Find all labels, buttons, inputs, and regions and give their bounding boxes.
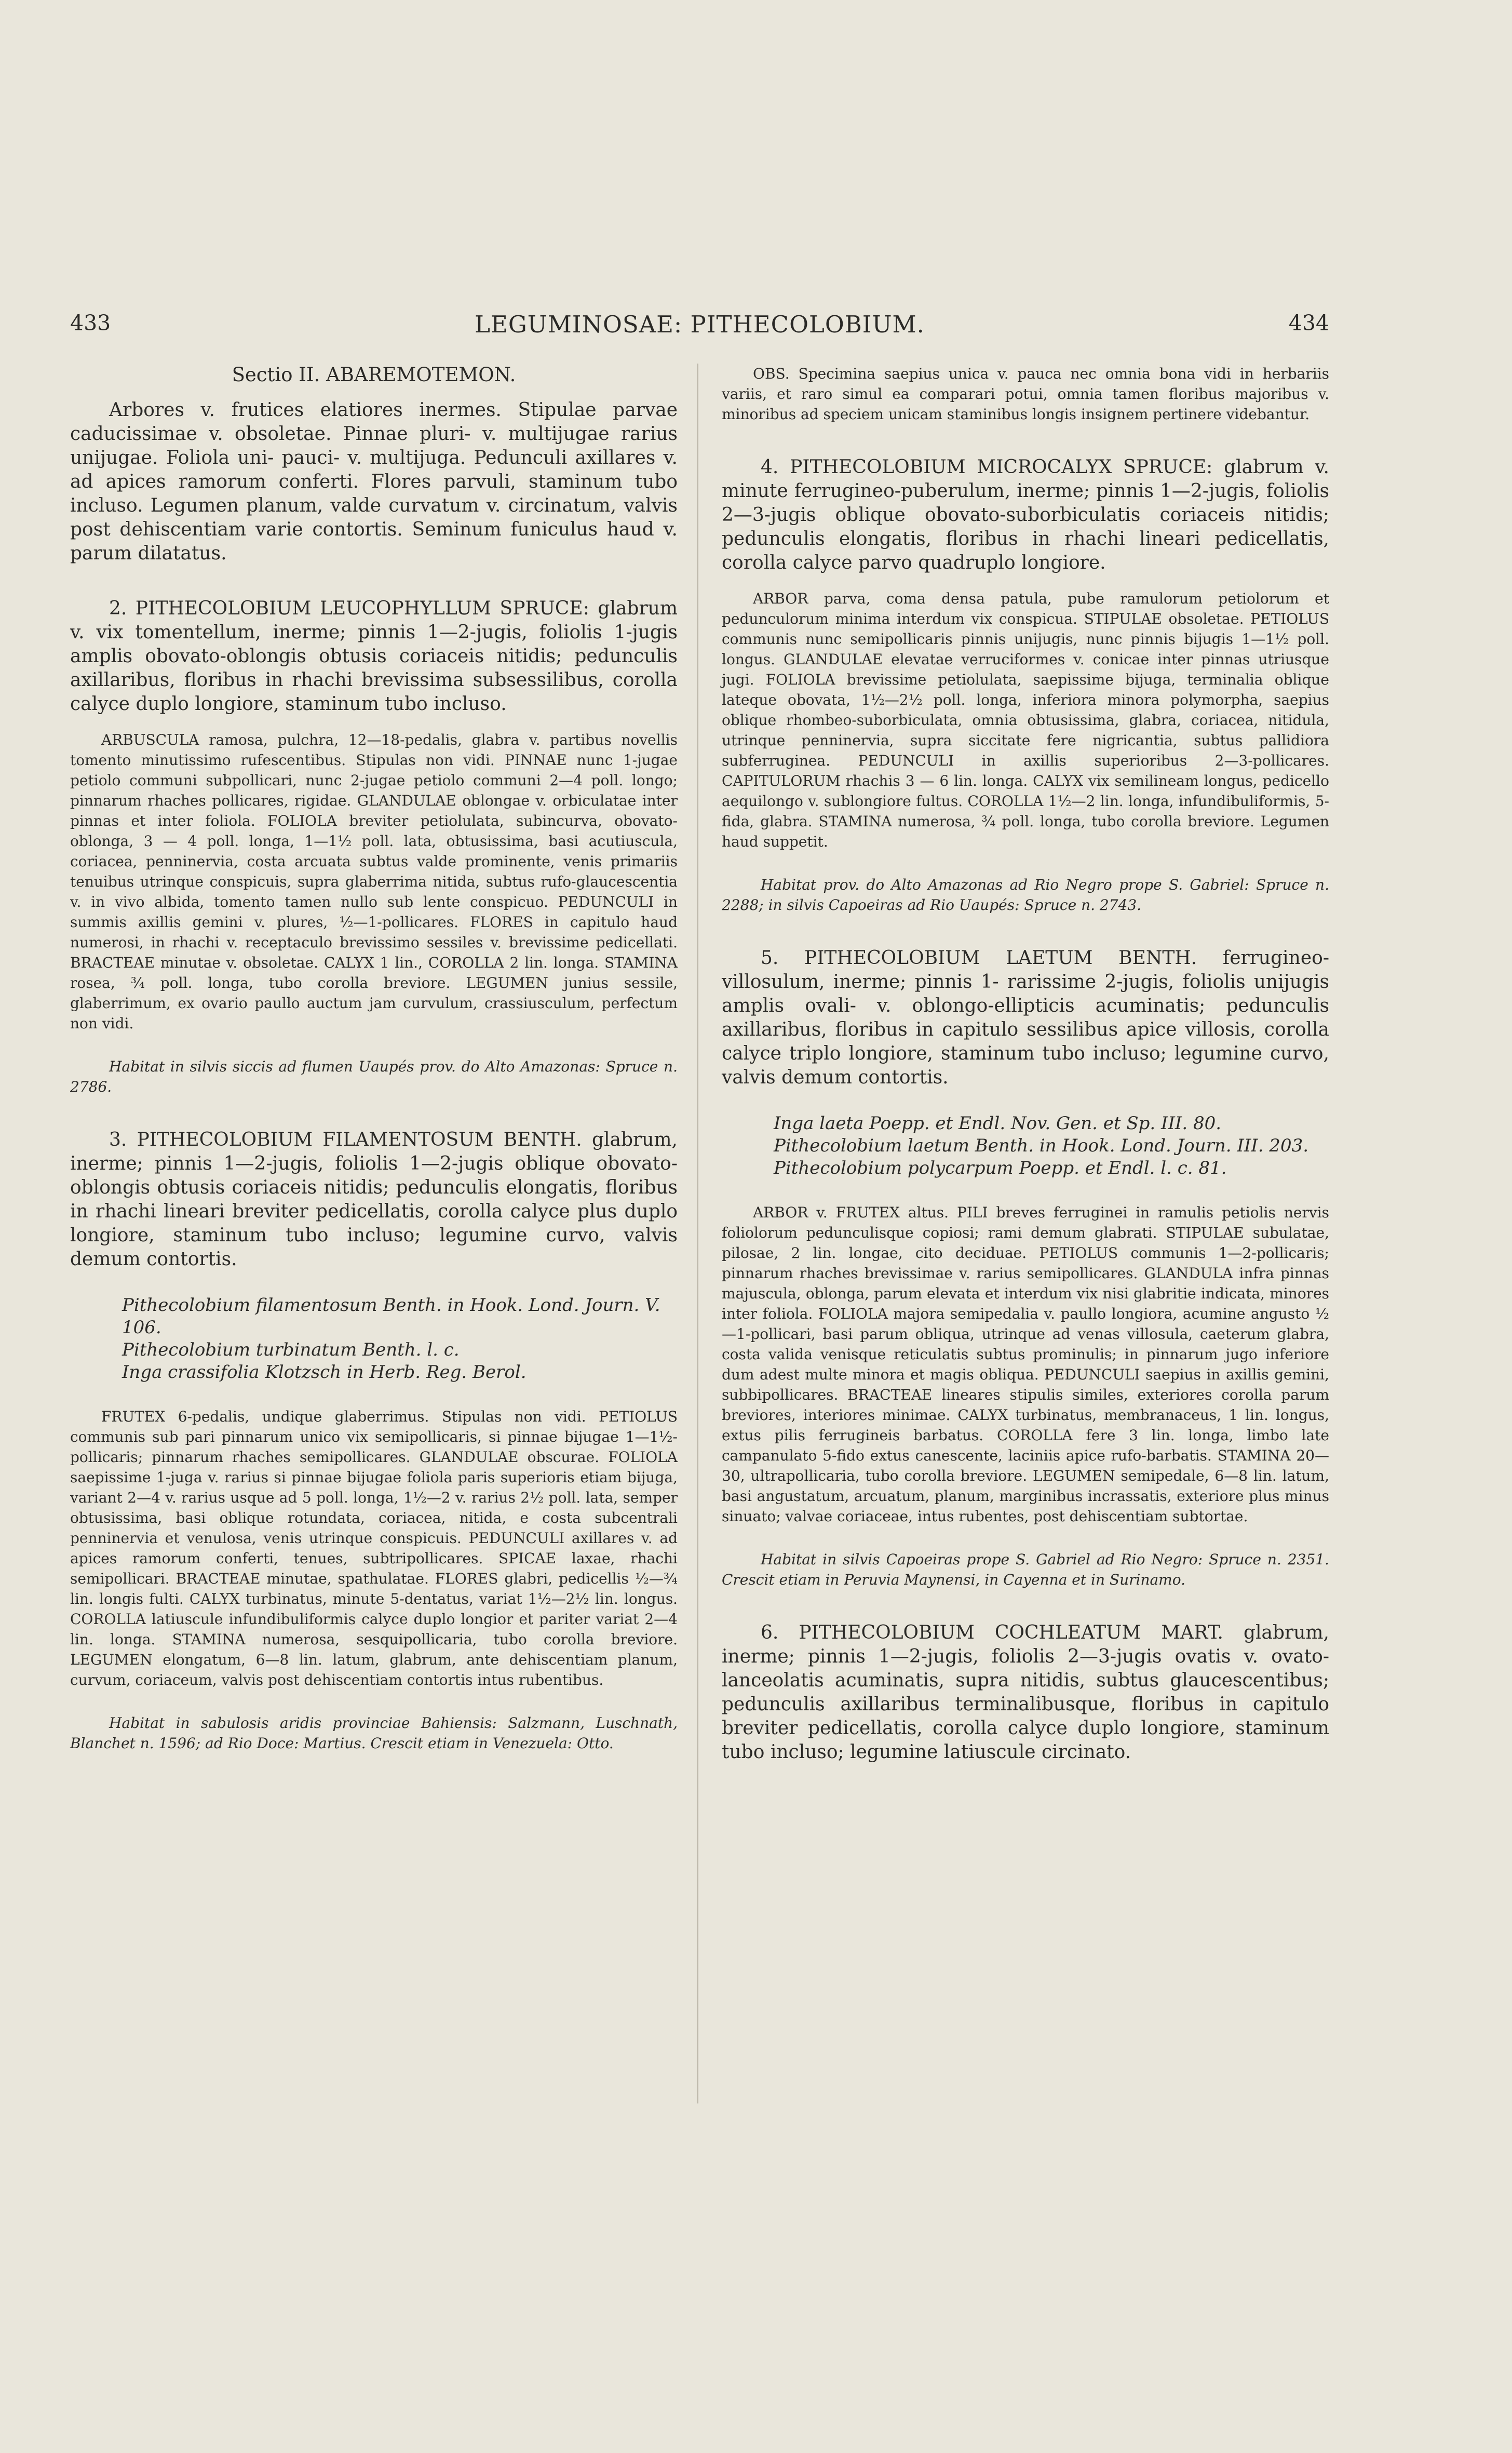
column-divider — [697, 364, 698, 2103]
observation-note: OBS. Specimina saepius unica v. pauca nec omnia bona vidi in herbariis variis, et raro simul ea comparari potui, omnia tamen floribus majoribus v. minoribus ad speciem unicam staminibus longis insignem pertinere videbantur. — [722, 365, 1329, 423]
species-5-habitat: Habitat in silvis Capoeiras prope S. Gabriel ad Rio Negro: Spruce n. 2351. Crescit etiam in Peruvia Maynensi, in Cayenna et in Surinamo. — [722, 1551, 1329, 1588]
species-5-diagnosis: 5. PITHECOLOBIUM LAETUM BENTH. ferrugineo-villosulum, inerme; pinnis 1- rarissime 2-jugis, foliolis unijugis amplis ovali- v. oblongo-ellipticis acuminatis; pedunculis axillaribus, floribus in capitulo sessilibus apice villosis, corolla calyce triplo longiore, staminum tubo incluso; legumine curvo, valvis demum contortis. — [722, 947, 1329, 1088]
running-header — [70, 311, 1329, 347]
synonym-line: Inga crassifolia Klotzsch in Herb. Reg. Berol. — [122, 1362, 526, 1383]
synonym-line: Pithecolobium laetum Benth. in Hook. Lond. Journ. III. 203. — [774, 1135, 1309, 1156]
synonym-line: Inga laeta Poepp. et Endl. Nov. Gen. et Sp. III. 80. — [774, 1113, 1222, 1134]
species-4-habitat: Habitat prov. do Alto Amazonas ad Rio Negro prope S. Gabriel: Spruce n. 2288; in silvis Capoeiras ad Rio Uaupés: Spruce n. 2743. — [722, 876, 1329, 914]
right-page-number: 434 — [1288, 311, 1329, 336]
species-2-habitat: Habitat in silvis siccis ad flumen Uaupés prov. do Alto Amazonas: Spruce n. 2786. — [70, 1058, 678, 1095]
section-heading: Sectio II. ABAREMOTEMON. — [232, 364, 516, 386]
synonym-line: Pithecolobium turbinatum Benth. l. c. — [122, 1339, 460, 1360]
species-2-description: ARBUSCULA ramosa, pulchra, 12—18-pedalis, glabra v. partibus novellis tomento minutissimo rufescentibus. Stipulas non vidi. PINNAE nunc 1-jugae petiolo communi subpollicari, nunc 2-jugae petiolo communi 2—4 poll. longo; pinnarum rhaches pollicares, rigidae. GLANDULAE oblongae v. orbiculatae inter pinnas et inter foliola. FOLIOLA breviter petiolulata, subincurva, obovato-oblonga, 3 — 4 poll. longa, 1—1½ poll. lata, obtusissima, basi acutiuscula, coriacea, penninervia, costa arcuata subtus valde prominente, venis primariis tenuibus utrinque conspicuis, supra glaberrima nitida, subtus rufo-glaucescentia v. in vivo albida, tomento tamen nullo sub lente conspicuo. PEDUNCULI in summis axillis gemini v. plures, ½—1-pollicares. FLORES in capitulo haud numerosi, in rhachi v. receptaculo brevissimo sessiles v. brevissime pedicellati. BRACTEAE minutae v. obsoletae. CALYX 1 lin., COROLLA 2 lin. longa. STAMINA rosea, ¾ poll. longa, tubo corolla breviore. LEGUMEN junius sessile, glaberrimum, ex ovario paullo auctum jam curvulum, crassiusculum, perfectum non vidi. — [70, 731, 678, 1032]
running-title: LEGUMINOSAE: PITHECOLOBIUM. — [475, 311, 925, 338]
species-6-diagnosis: 6. PITHECOLOBIUM COCHLEATUM MART. glabrum, inerme; pinnis 1—2-jugis, foliolis 2—3-jugis ovatis v. ovato-lanceolatis acuminatis, supra nitidis, subtus glaucescentibus; pedunculis axillaribus terminalibusque, floribus in capitulo breviter pedicellatis, corolla calyce duplo longiore, staminum tubo incluso; legumine latiuscule circinato. — [722, 1622, 1329, 1763]
section-description: Arbores v. frutices elatiores inermes. Stipulae parvae caducissimae v. obsoletae. Pinnae pluri- v. multijugae rarius unijugae. Foliola uni- pauci- v. multijuga. Pedunculi axillares v. ad apices ramorum conferti. Flores parvuli, staminum tubo incluso. Legumen planum, valde curvatum v. circinatum, valvis post dehiscentiam varie contortis. Seminum funiculus haud v. parum dilatatus. — [70, 399, 678, 564]
species-4-description: ARBOR parva, coma densa patula, pube ramulorum petiolorum et pedunculorum minima interdum vix conspicua. STIPULAE obsoletae. PETIOLUS communis nunc semipollicaris pinnis unijugis, nunc pinnis bijugis 1—1½ poll. longus. GLANDULAE elevatae verruciformes v. conicae inter pinnas utriusque jugi. FOLIOLA brevissime petiolulata, saepissime bijuga, terminalia oblique lateque obovata, 1½—2½ poll. longa, inferiora minora polymorpha, saepius oblique rhombeo-suborbiculata, omnia obtusissima, glabra, coriacea, nitidula, utrinque penninervia, supra siccitate fere nigricantia, subtus pallidiora subferruginea. PEDUNCULI in axillis superioribus 2—3-pollicares. CAPITULORUM rhachis 3 — 6 lin. longa. CALYX vix semilineam longus, pedicello aequilongo v. sublongiore fultus. COROLLA 1½—2 lin. longa, infundibuliformis, 5-fida, glabra. STAMINA numerosa, ¾ poll. longa, tubo corolla breviore. Legumen haud suppetit. — [722, 590, 1329, 850]
right-column — [722, 364, 1329, 1764]
species-5-description: ARBOR v. FRUTEX altus. PILI breves ferruginei in ramulis petiolis nervis foliolorum pedunculisque copiosi; rami demum glabrati. STIPULAE subulatae, pilosae, 2 lin. longae, cito deciduae. PETIOLUS communis 1—2-pollicaris; pinnarum rhaches brevissimae v. rarius semipollicares. GLANDULA infra pinnas majuscula, oblonga, parum elevata et interdum vix nisi glabritie indicata, minores inter foliola. FOLIOLA majora semipedalia v. paullo longiora, acumine angusto ½—1-pollicari, basi parum obliqua, utrinque ad venas villosula, caeterum glabra, costa valida venisque reticulatis subtus prominulis; in pinnarum jugo inferiore dum adest multe minora et magis obliqua. PEDUNCULI saepius in axillis gemini, subbipollicares. BRACTEAE lineares stipulis similes, exteriores corolla parum breviores, interiores minimae. CALYX turbinatus, membranaceus, 1 lin. longus, extus pilis ferrugineis barbatus. COROLLA fere 3 lin. longa, limbo late campanulato 5-fido extus canescente, laciniis apice rufo-barbatis. STAMINA 20—30, ultrapollicaria, tubo corolla breviore. LEGUMEN semipedale, 6—8 lin. latum, basi angustatum, arcuatum, planum, marginibus incrassatis, exteriore plus minus sinuato; valvae coriaceae, intus rubentes, post dehiscentiam subtortae. — [722, 1204, 1329, 1525]
synonym-line: Pithecolobium polycarpum Poepp. et Endl. l. c. 81. — [774, 1158, 1227, 1178]
species-2-diagnosis: 2. PITHECOLOBIUM LEUCOPHYLLUM SPRUCE: glabrum v. vix tomentellum, inerme; pinnis 1—2-jugis, foliolis 1-jugis amplis obovato-oblongis obtusis coriaceis nitidis; pedunculis axillaribus, floribus in rhachi brevissima subsessilibus, corolla calyce duplo longiore, staminum tubo incluso. — [70, 598, 678, 715]
left-page-number: 433 — [70, 311, 111, 336]
species-3-habitat: Habitat in sabulosis aridis provinciae Bahiensis: Salzmann, Luschnath, Blanchet n. 1596; ad Rio Doce: Martius. Crescit etiam in Venezuela: Otto. — [70, 1714, 678, 1752]
synonym-line: Pithecolobium filamentosum Benth. in Hook. Lond. Journ. V. 106. — [122, 1295, 660, 1338]
species-3-description: FRUTEX 6-pedalis, undique glaberrimus. Stipulas non vidi. PETIOLUS communis sub pari pinnarum unico vix semipollicaris, si pinnae bijugae 1—1½-pollicaris; pinnarum rhaches semipollicares. GLANDULAE obscurae. FOLIOLA saepissime 1-juga v. rarius si pinnae bijugae foliola paris superioris etiam bijuga, variant 2—4 v. rarius usque ad 5 poll. longa, 1½—2 v. rarius 2½ poll. lata, semper obtusissima, basi oblique rotundata, coriacea, nitida, e costa subcentrali penninervia et venulosa, venis utrinque conspicuis. PEDUNCULI axillares v. ad apices ramorum conferti, tenues, subtripollicares. SPICAE laxae, rhachi semipollicari. BRACTEAE minutae, spathulatae. FLORES glabri, pedicellis ½—¾ lin. longis fulti. CALYX turbinatus, minute 5-dentatus, variat 1½—2½ lin. longus. COROLLA latiuscule infundibuliformis calyce duplo longior et pariter variat 2—4 lin. longa. STAMINA numerosa, sesquipollicaria, tubo corolla breviore. LEGUMEN elongatum, 6—8 lin. latum, glabrum, ante dehiscentiam planum, curvum, coriaceum, valvis post dehiscentiam contortis intus rubentibus. — [70, 1408, 678, 1688]
species-4-diagnosis: 4. PITHECOLOBIUM MICROCALYX SPRUCE: glabrum v. minute ferrugineo-puberulum, inerme; pinnis 1—2-jugis, foliolis 2—3-jugis oblique obovato-suborbiculatis coriaceis nitidis; pedunculis elongatis, floribus in rhachi lineari pedicellatis, corolla calyce parvo quadruplo longiore. — [722, 457, 1329, 573]
species-3-diagnosis: 3. PITHECOLOBIUM FILAMENTOSUM BENTH. glabrum, inerme; pinnis 1—2-jugis, foliolis 1—2-jugis oblique obovato-oblongis obtusis coriaceis nitidis; pedunculis elongatis, floribus in rhachi lineari breviter pedicellatis, corolla calyce plus duplo longiore, staminum tubo incluso; legumine curvo, valvis demum contortis. — [70, 1129, 678, 1270]
left-column — [70, 364, 678, 1753]
